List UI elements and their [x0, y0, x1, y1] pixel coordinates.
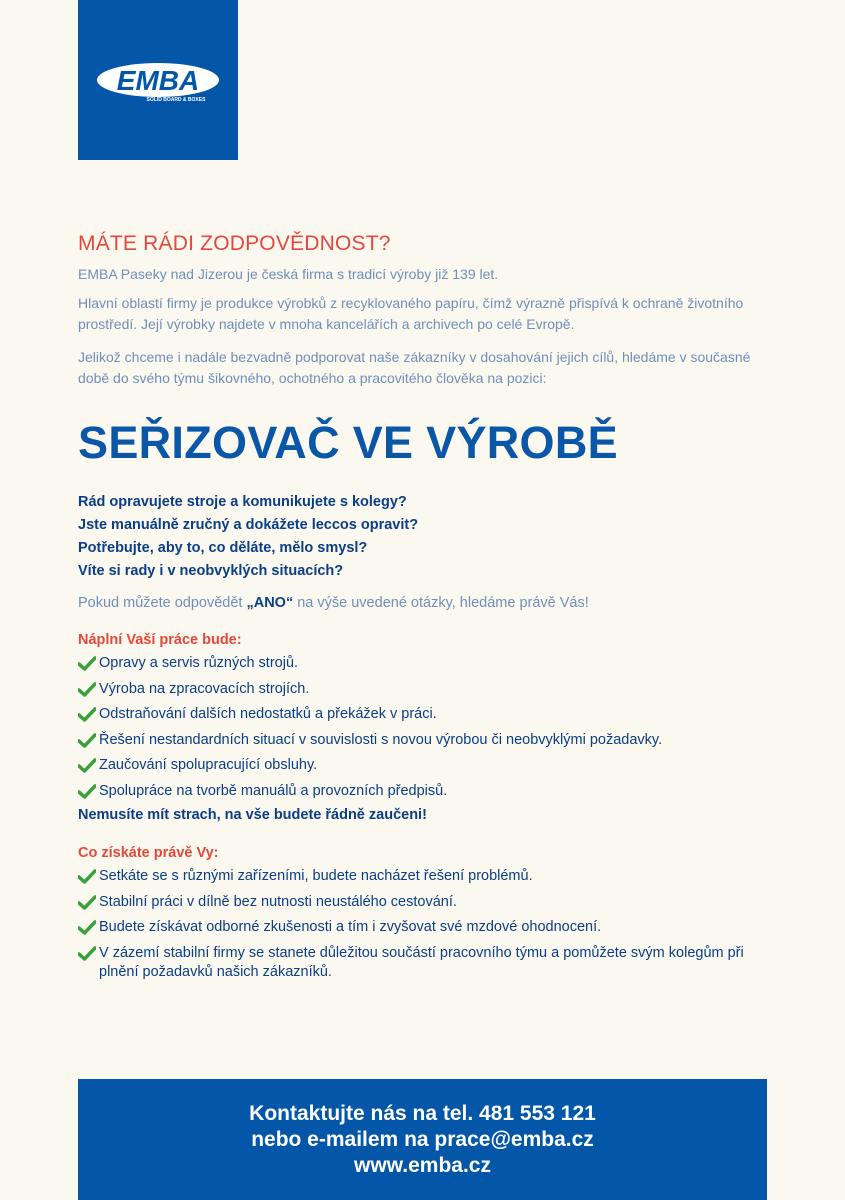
list-item-text: Odstraňování dalších nedostatků a překážek v práci.: [99, 706, 437, 722]
answer-line: [78, 593, 778, 614]
emba-logo: [96, 62, 220, 102]
list-item-text: Zaučování spolupracující obsluhy.: [99, 757, 318, 773]
benefits-title: Co získáte právě Vy:: [78, 845, 219, 861]
list-item-text: Budete získávat odborné zkušenosti a tím i zvyšovat své mzdové ohodnocení.: [99, 919, 602, 935]
list-item: [78, 893, 778, 912]
list-item: [78, 782, 778, 801]
intro-paragraph-3: Jelikož chceme i nadále bezvadně podporovat naše zákazníky v dosahování jejich cílů, hledáme v současné době do svého týmu šikovného, ochotného a pracovitého člověka na pozici:: [78, 349, 751, 386]
footer-website: www.emba.cz: [354, 1154, 491, 1177]
check-icon: [78, 784, 96, 799]
list-item: [78, 944, 778, 982]
question-item: Víte si rady i v neobvyklých situacích?: [78, 563, 344, 579]
footer-phone: Kontaktujte nás na tel. 481 553 121: [249, 1102, 596, 1125]
check-icon: [78, 946, 96, 961]
job-title: SEŘIZOVAČ VE VÝROBĚ: [78, 417, 618, 468]
logo-text: EMBA: [116, 65, 200, 96]
check-icon: [78, 656, 96, 671]
list-item: [78, 705, 778, 724]
duties-title: Náplní Vaší práce bude:: [78, 632, 242, 648]
list-item: [78, 756, 778, 775]
check-icon: [78, 758, 96, 773]
footer-email: nebo e-mailem na prace@emba.cz: [251, 1128, 594, 1151]
list-item: [78, 918, 778, 937]
question-item: Potřebujte, aby to, co děláte, mělo smysl?: [78, 540, 368, 556]
list-item-text: Výroba na zpracovacích strojích.: [99, 680, 310, 697]
check-icon: [78, 733, 96, 748]
logo-box: [78, 0, 238, 160]
check-icon: [78, 682, 96, 697]
answer-after: na výše uvedené otázky, hledáme právě Vás!: [293, 595, 589, 611]
list-item-text: Opravy a servis různých strojů.: [99, 655, 299, 671]
list-item: [78, 867, 778, 886]
benefits-list: [78, 867, 778, 982]
check-icon: [78, 869, 96, 884]
question-item: Jste manuálně zručný a dokážete leccos opravit?: [78, 517, 419, 533]
logo-tagline: SOLID BOARD & BOXES: [146, 97, 206, 102]
check-icon: [78, 920, 96, 935]
list-item-text: Spolupráce na tvorbě manuálů a provozních předpisů.: [99, 782, 448, 799]
list-item-text: Setkáte se s různými zařízeními, budete nacházet řešení problémů.: [99, 868, 533, 884]
intro-paragraph-1: EMBA Paseky nad Jizerou je česká firma s tradicí výroby již 139 let.: [78, 266, 499, 282]
intro-paragraph-2: Hlavní oblastí firmy je produkce výrobků z recyklovaného papíru, čímž výrazně přispívá k ochraně životního prostředí. Její výrobky najdete v mnoha kancelářích a archivech po celé Evropě.: [78, 295, 744, 332]
check-icon: [78, 707, 96, 722]
questions-list: [78, 491, 778, 583]
contact-footer: [78, 1079, 767, 1200]
training-note: Nemusíte mít strach, na vše budete řádně zaučeni!: [78, 807, 427, 823]
kicker-heading: MÁTE RÁDI ZODPOVĚDNOST?: [78, 232, 391, 255]
list-item-text: V zázemí stabilní firmy se stanete důležitou součástí pracovního týmu a pomůžete svým kolegům při plnění požadavků našich zákazníků.: [99, 944, 744, 980]
list-item: [78, 654, 778, 673]
answer-before: Pokud můžete odpovědět: [78, 595, 247, 611]
list-item-text: Stabilní práci v dílně bez nutnosti neustálého cestování.: [99, 893, 457, 910]
answer-bold: „ANO“: [246, 595, 294, 611]
check-icon: [78, 895, 96, 910]
list-item: [78, 731, 778, 750]
duties-list: [78, 654, 778, 801]
question-item: Rád opravujete stroje a komunikujete s kolegy?: [78, 494, 407, 510]
list-item-text: Řešení nestandardních situací v souvislosti s novou výrobou či neobvyklými požadavky.: [99, 731, 663, 748]
main-content: [78, 232, 778, 988]
list-item: [78, 680, 778, 699]
